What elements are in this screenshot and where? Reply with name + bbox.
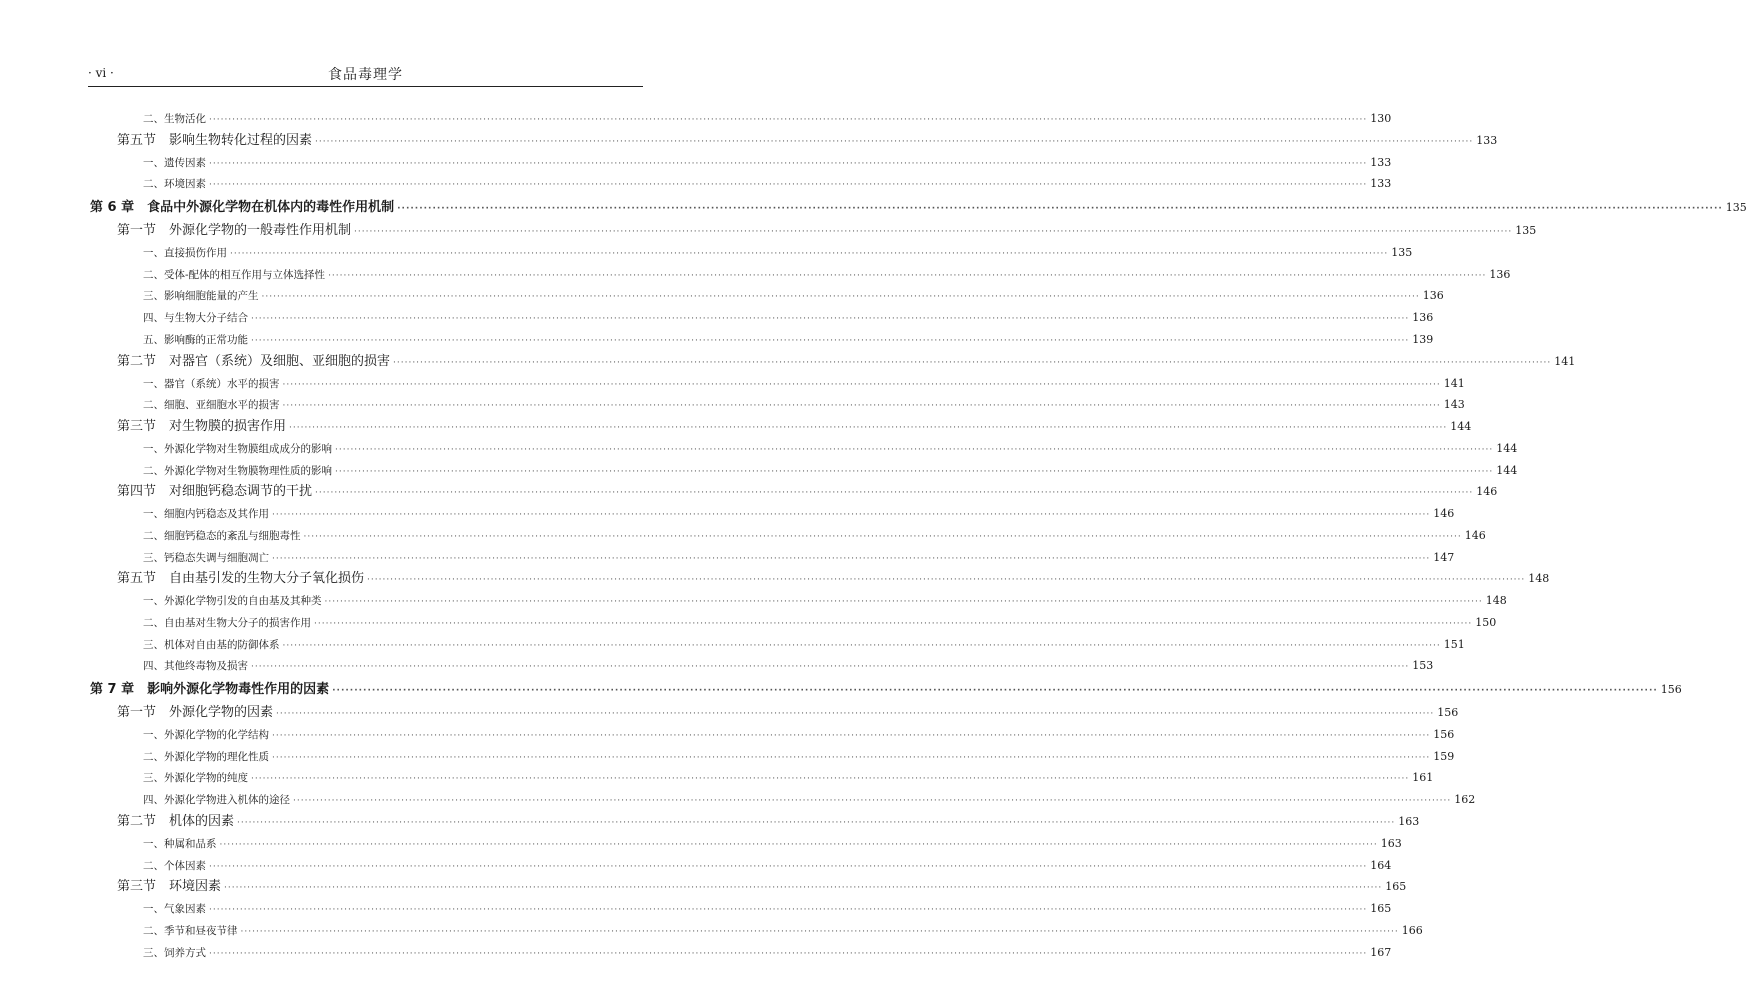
toc-entry-title: 二、季节和昼夜节律 <box>143 924 238 937</box>
toc-section <box>88 811 1420 833</box>
toc-chapter <box>88 677 1682 702</box>
toc-page-number: 130 <box>1370 112 1392 125</box>
toc-page-number: 141 <box>1554 354 1576 368</box>
toc-section <box>88 568 1550 590</box>
toc-item <box>88 307 1434 329</box>
toc-page-number: 156 <box>1660 683 1682 697</box>
toc-entry-title: 二、环境因素 <box>143 178 206 191</box>
dot-leader: ············································································································································································································································································································ <box>209 115 1368 125</box>
dot-leader: ············································································································································································································································································································ <box>251 662 1410 673</box>
toc-page-number: 163 <box>1380 836 1402 850</box>
toc-entry-title: 二、细胞、亚细胞水平的损害 <box>143 399 280 412</box>
toc-page-number: 133 <box>1476 133 1498 147</box>
dot-leader: ············································································································································································································································································································ <box>303 531 1462 542</box>
toc-entry-title: 二、个体因素 <box>143 859 206 872</box>
toc-item <box>88 590 1507 612</box>
toc-item <box>88 242 1413 264</box>
toc-page-number: 166 <box>1401 923 1423 937</box>
dot-leader: ············································································································································································································································································································ <box>272 553 1431 564</box>
toc-item <box>88 942 1392 964</box>
toc-entry-title: 第二节 机体的因素 <box>117 813 235 829</box>
toc-section <box>88 876 1407 898</box>
toc-page-number: 148 <box>1485 594 1507 608</box>
dot-leader: ············································································································································································································································································································ <box>315 136 1474 147</box>
toc-page-number: 163 <box>1398 814 1420 828</box>
dot-leader: ············································································································································································································································································································ <box>289 422 1448 433</box>
toc-item <box>88 833 1402 855</box>
toc-item <box>88 634 1465 656</box>
toc-item <box>88 898 1392 920</box>
toc-item <box>88 767 1434 789</box>
dot-leader: ············································································································································································································································································································ <box>240 926 1399 937</box>
toc-entry-title: 三、饲养方式 <box>143 946 206 959</box>
page-number: · vi · <box>88 66 114 80</box>
toc-entry-title: 一、外源化学物的化学结构 <box>143 729 269 742</box>
toc-entry-title: 四、与生物大分子结合 <box>143 312 248 325</box>
dot-leader: ············································································································································································································································································································ <box>219 839 1378 850</box>
dot-leader: ············································································································································································································································································································ <box>209 905 1368 916</box>
dot-leader: ············································································································································································································································································································ <box>367 575 1526 586</box>
dot-leader: ············································································································································································································································································································ <box>393 357 1552 368</box>
toc-entry-title: 二、外源化学物的理化性质 <box>143 750 269 763</box>
toc-item <box>88 612 1497 634</box>
dot-leader: ············································································································································································································································································································ <box>335 466 1494 477</box>
dot-leader: ············································································································································································································································································································ <box>276 709 1435 720</box>
toc-entry-title: 一、外源化学物引发的自由基及其种类 <box>143 595 322 608</box>
toc-entry-title: 一、直接损伤作用 <box>143 247 227 260</box>
dot-leader: ············································································································································································································································································································ <box>397 204 1723 215</box>
toc-page-number: 165 <box>1370 902 1392 916</box>
dot-leader: ············································································································································································································································································································ <box>293 796 1452 807</box>
toc-item <box>88 173 1392 195</box>
dot-leader: ············································································································································································································································································································ <box>328 270 1487 281</box>
dot-leader: ············································································································································································································································································································ <box>224 883 1383 894</box>
dot-leader: ············································································································································································································································································································ <box>251 314 1410 325</box>
dot-leader: ············································································································································································································································································································ <box>315 488 1474 499</box>
toc-entry-title: 一、器官（系统）水平的损害 <box>143 377 280 390</box>
toc-entry-title: 三、影响细胞能量的产生 <box>143 290 259 303</box>
toc-item <box>88 746 1455 768</box>
toc-page-number: 146 <box>1433 507 1455 521</box>
toc-item <box>88 920 1423 942</box>
toc-page-number: 156 <box>1433 728 1455 742</box>
toc-section <box>88 220 1537 242</box>
toc-entry-title: 二、受体-配体的相互作用与立体选择性 <box>143 268 326 281</box>
toc-entry-title: 四、外源化学物进入机体的途径 <box>143 794 290 807</box>
toc-item <box>88 285 1444 307</box>
toc-page-number: 139 <box>1412 332 1434 346</box>
toc-item <box>88 329 1434 351</box>
toc-entry-title: 一、种属和品系 <box>143 837 217 850</box>
toc-page-number: 164 <box>1370 858 1392 872</box>
toc-entry-title: 三、外源化学物的纯度 <box>143 772 248 785</box>
page-header <box>88 62 643 87</box>
toc-item <box>88 152 1392 174</box>
toc-entry-title: 第三节 环境因素 <box>117 879 222 895</box>
toc-page-number: 144 <box>1496 441 1518 455</box>
toc-entry-title: 一、遗传因素 <box>143 156 206 169</box>
dot-leader: ············································································································································································································································································································ <box>209 158 1368 169</box>
toc-item <box>88 460 1518 482</box>
dot-leader: ············································································································································································································································································································ <box>282 401 1441 412</box>
dot-leader: ············································································································································································································································································································ <box>251 335 1410 346</box>
toc-page-number: 141 <box>1443 376 1465 390</box>
dot-leader: ············································································································································································································································································································ <box>314 619 1473 629</box>
toc-entry-title: 二、自由基对生物大分子的损害作用 <box>143 617 311 629</box>
toc-page-number: 133 <box>1370 155 1392 169</box>
toc-entry-title: 第五节 自由基引发的生物大分子氧化损伤 <box>117 571 365 587</box>
toc-section <box>88 130 1498 152</box>
toc-item <box>88 655 1434 677</box>
toc-page-number: 144 <box>1496 463 1518 477</box>
toc-page-number: 151 <box>1443 637 1465 651</box>
dot-leader: ············································································································································································································································································································ <box>251 774 1410 785</box>
toc-page-number: 153 <box>1412 659 1434 673</box>
toc-item <box>88 108 1392 130</box>
toc-section <box>88 416 1472 438</box>
toc-entry-title: 第四节 对细胞钙稳态调节的干扰 <box>117 484 313 500</box>
toc-item <box>88 373 1465 395</box>
toc-entry-title: 四、其他终毒物及损害 <box>143 660 248 673</box>
toc-page-number: 135 <box>1391 246 1413 260</box>
toc-page-number: 133 <box>1370 177 1392 191</box>
toc-item <box>88 264 1511 286</box>
dot-leader: ············································································································································································································································································································ <box>282 379 1441 390</box>
toc-page-number: 150 <box>1475 616 1497 629</box>
toc-item <box>88 525 1486 547</box>
toc-entry-title: 第一节 外源化学物的因素 <box>117 705 274 721</box>
running-title: 食品毒理学 <box>328 67 403 83</box>
dot-leader: ············································································································································································································································································································ <box>272 752 1431 763</box>
toc-item <box>88 438 1518 460</box>
dot-leader: ············································································································································································································································································································ <box>332 686 1658 697</box>
toc-item <box>88 547 1455 569</box>
toc-entry-title: 三、钙稳态失调与细胞凋亡 <box>143 551 269 564</box>
toc-entry-title: 第一节 外源化学物的一般毒性作用机制 <box>117 223 352 239</box>
toc-page-number: 143 <box>1443 398 1465 412</box>
toc-item <box>88 789 1476 811</box>
dot-leader: ············································································································································································································································································································ <box>282 640 1441 651</box>
toc-entry-title: 三、机体对自由基的防御体系 <box>143 638 280 651</box>
toc-entry-title: 二、外源化学物对生物膜物理性质的影响 <box>143 464 332 477</box>
toc-entry-title: 第二节 对器官（系统）及细胞、亚细胞的损害 <box>117 353 391 369</box>
toc-page-number: 135 <box>1515 224 1537 238</box>
dot-leader: ············································································································································································································································································································ <box>335 444 1494 455</box>
dot-leader: ············································································································································································································································································································ <box>272 731 1431 742</box>
toc-entry-title: 一、外源化学物对生物膜组成成分的影响 <box>143 442 332 455</box>
toc-entry-title: 第 7 章 影响外源化学物毒性作用的因素 <box>90 682 330 698</box>
toc-page-number: 167 <box>1370 945 1392 959</box>
toc-chapter <box>88 195 1747 220</box>
toc-page-number: 136 <box>1489 267 1511 281</box>
dot-leader: ············································································································································································································································································································ <box>209 180 1368 191</box>
toc-page-number: 161 <box>1412 771 1434 785</box>
toc-page-number: 136 <box>1422 289 1444 303</box>
dot-leader: ············································································································································································································································································································ <box>237 817 1396 828</box>
toc-page-number: 136 <box>1412 311 1434 325</box>
toc-entry-title: 二、生物活化 <box>143 113 206 125</box>
dot-leader: ············································································································································································································································································································ <box>272 510 1431 521</box>
toc-section <box>88 351 1576 373</box>
toc-page-number: 156 <box>1437 706 1459 720</box>
toc-page-number: 147 <box>1433 550 1455 564</box>
toc-entry-title: 第三节 对生物膜的损害作用 <box>117 418 287 434</box>
dot-leader: ············································································································································································································································································································ <box>209 948 1368 959</box>
toc-page-number: 165 <box>1385 880 1407 894</box>
toc-entry-title: 一、气象因素 <box>143 903 206 916</box>
toc-page-number: 146 <box>1476 485 1498 499</box>
toc-entry-title: 第 6 章 食品中外源化学物在机体内的毒性作用机制 <box>90 200 395 216</box>
toc-entry-title: 一、细胞内钙稳态及其作用 <box>143 508 269 521</box>
toc-section <box>88 702 1459 724</box>
toc-page-number: 144 <box>1450 419 1472 433</box>
toc-page-number: 159 <box>1433 749 1455 763</box>
dot-leader: ············································································································································································································································································································ <box>354 227 1513 238</box>
dot-leader: ············································································································································································································································································································ <box>230 249 1389 260</box>
dot-leader: ············································································································································································································································································································ <box>324 597 1483 608</box>
dot-leader: ············································································································································································································································································································ <box>209 861 1368 872</box>
toc-entry-title: 二、细胞钙稳态的紊乱与细胞毒性 <box>143 529 301 542</box>
toc-entry-title: 第五节 影响生物转化过程的因素 <box>117 132 313 148</box>
toc-item <box>88 724 1455 746</box>
table-of-contents <box>88 108 1747 963</box>
toc-section <box>88 481 1498 503</box>
toc-page-number: 146 <box>1464 528 1486 542</box>
toc-item <box>88 503 1455 525</box>
toc-item <box>88 855 1392 877</box>
toc-entry-title: 五、影响酶的正常功能 <box>143 333 248 346</box>
toc-page-number: 135 <box>1725 201 1747 215</box>
toc-item <box>88 394 1465 416</box>
dot-leader: ············································································································································································································································································································ <box>261 292 1420 303</box>
toc-page-number: 162 <box>1454 793 1476 807</box>
toc-page-number: 148 <box>1528 572 1550 586</box>
